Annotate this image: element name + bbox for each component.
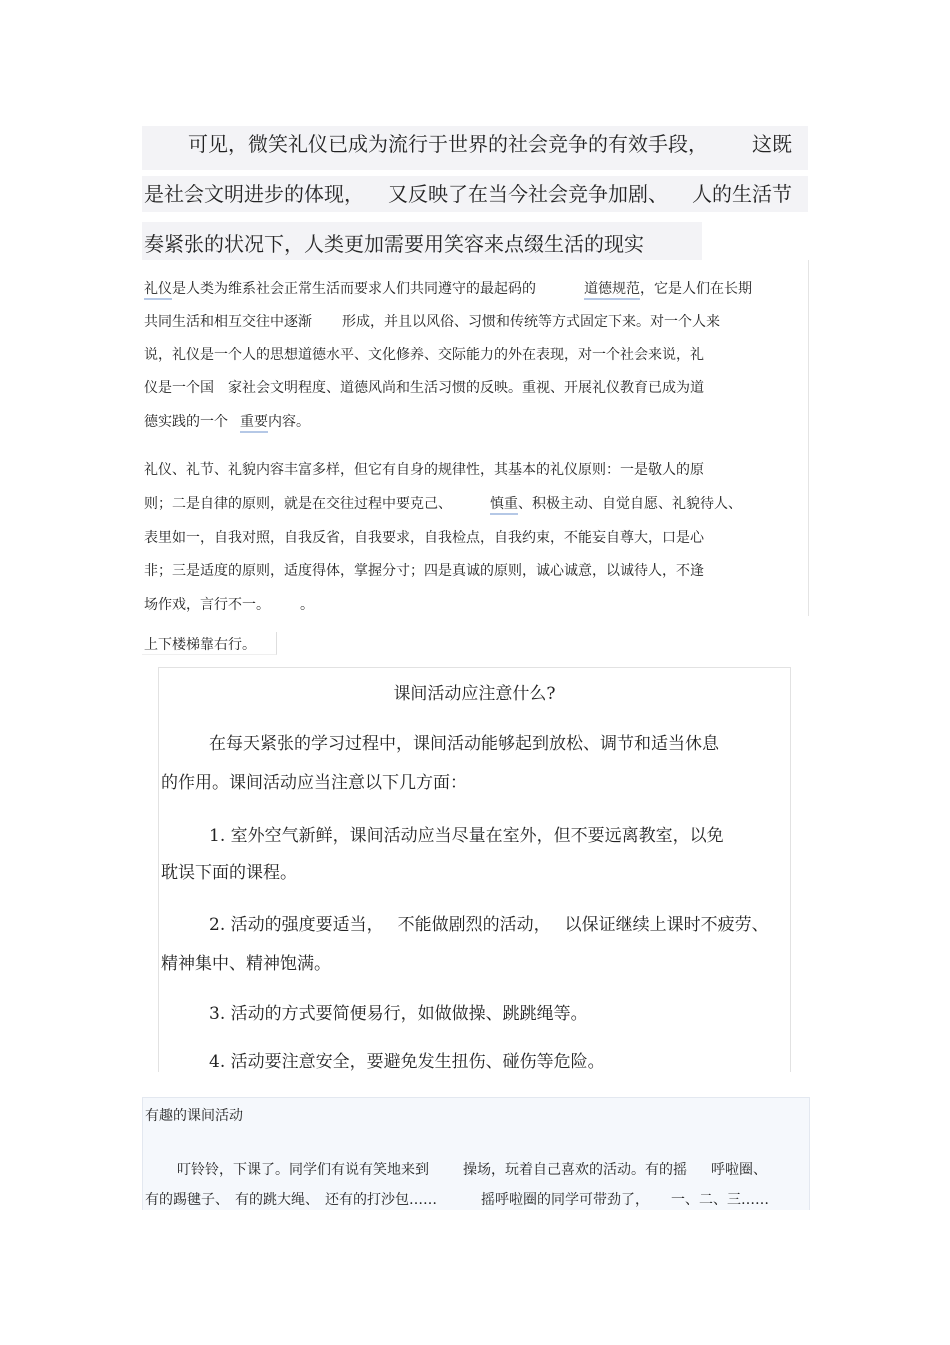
text-line: 的作用。课间活动应当注意以下几方面：	[161, 773, 467, 793]
list-item: 2. 活动的强度要适当， 不能做剧烈的活动， 以保证继续上课时不疲劳、	[209, 915, 769, 935]
recess-box	[158, 667, 791, 1072]
text-line: 仪是一个国 家社会文明程度、道德风尚和生活习惯的反映。重视、开展礼仪教育已成为道	[144, 380, 704, 396]
keyword-link[interactable]: 礼仪	[144, 281, 172, 300]
text-line: 精神集中、精神饱满。	[161, 954, 331, 974]
keyword-link[interactable]: 慎重	[490, 496, 518, 515]
text-line: 非；三是适度的原则，适度得体，掌握分寸；四是真诚的原则，诚心诚意，以诚待人，不逢	[144, 563, 704, 579]
list-item: 4. 活动要注意安全，要避免发生扭伤、碰伤等危险。	[209, 1052, 605, 1072]
fun-recess-section	[142, 1097, 810, 1210]
text-line: 有的踢毽子、 有的跳大绳、 还有的打沙包…… 摇呼啦圈的同学可带劲了， 一、二、三……	[145, 1192, 769, 1208]
quote-line: 是社会文明进步的体现， 又反映了在当今社会竞争加剧、 人的生活节	[144, 182, 792, 206]
text-line: 德实践的一个 重要内容。	[144, 412, 310, 432]
quote-block	[142, 118, 808, 260]
text-line: 在每天紧张的学习过程中，课间活动能够起到放松、调节和适当休息	[209, 734, 719, 754]
text-line: 场作戏，言行不一。 。	[144, 597, 314, 613]
text-line: 礼仪是人类为维系社会正常生活而要求人们共同遵守的最起码的 道德规范，它是人们在长期	[144, 279, 752, 299]
text-line: 共同生活和相互交往中逐渐 形成，并且以风俗、习惯和传统等方式固定下来。对一个人来	[144, 314, 720, 330]
list-item: 3. 活动的方式要简便易行，如做做操、跳跳绳等。	[209, 1004, 588, 1024]
quote-line: 奏紧张的状况下，人类更加需要用笑容来点缀生活的现实	[144, 232, 644, 256]
text-line: 礼仪、礼节、礼貌内容丰富多样，但它有自身的规律性，其基本的礼仪原则：一是敬人的原	[144, 462, 704, 478]
text-line: 表里如一，自我对照，自我反省，自我要求，自我检点，自我约束，不能妄自尊大，口是心	[144, 530, 704, 546]
text-line: 耽误下面的课程。	[161, 863, 297, 883]
list-item: 1. 室外空气新鲜，课间活动应当尽量在室外，但不要远离教室，以免	[209, 826, 724, 846]
text-line: 叮铃铃，下课了。同学们有说有笑地来到 操场，玩着自己喜欢的活动。有的摇 呼啦圈、	[177, 1162, 767, 1178]
section-title: 有趣的课间活动	[145, 1108, 243, 1124]
keyword-link[interactable]: 道德规范	[584, 281, 640, 300]
stairs-note: 上下楼梯靠右行。	[142, 632, 277, 655]
text-line: 则；二是自律的原则，就是在交往过程中要克己、 慎重、积极主动、自觉自愿、礼貌待人、	[144, 494, 742, 514]
quote-line: 可见，微笑礼仪已成为流行于世界的社会竞争的有效手段， 这既	[188, 132, 792, 156]
etiquette-section	[142, 260, 809, 616]
keyword-link[interactable]: 重要	[240, 414, 268, 433]
text-line: 说，礼仪是一个人的思想道德水平、文化修养、交际能力的外在表现，对一个社会来说，礼	[144, 347, 704, 363]
recess-title: 课间活动应注意什么?	[393, 684, 556, 704]
